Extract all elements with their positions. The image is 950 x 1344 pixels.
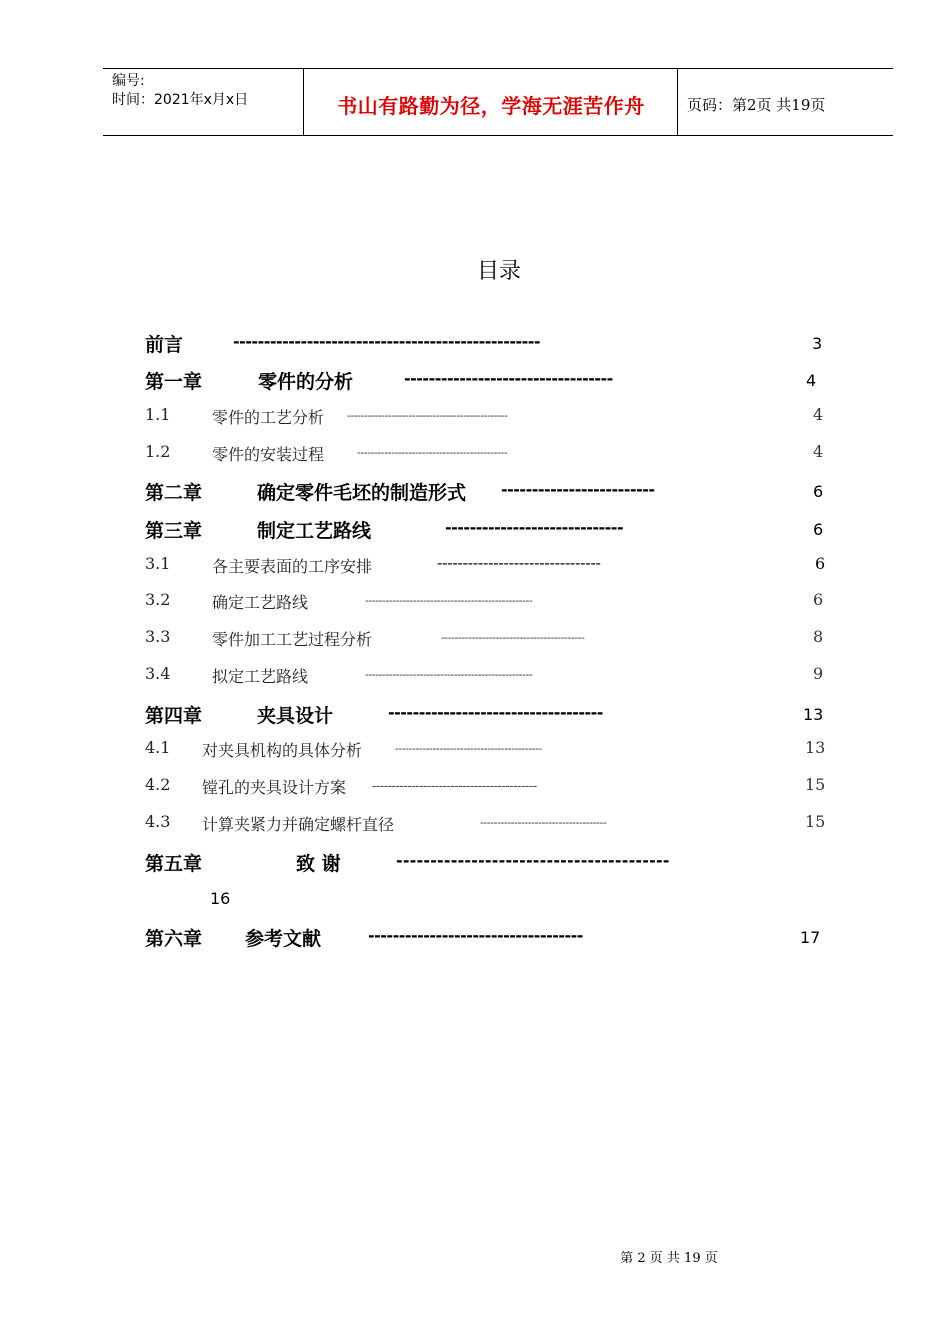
code-label: 编号: [112, 73, 145, 89]
toc-entry-chapter-6[interactable] [0, 924, 950, 954]
toc-title: 各主要表面的工序安排 [212, 557, 373, 576]
toc-entry-chapter-1[interactable] [0, 367, 950, 397]
toc-leader: ----------------------------------------------- [347, 409, 508, 422]
toc-number: 第六章 [145, 928, 203, 950]
toc-page: 17 [800, 928, 821, 947]
toc-page: 6 [813, 520, 824, 539]
toc-title: 确定零件毛坯的制造形式 [257, 482, 467, 504]
toc-entry-4-3[interactable] [0, 812, 950, 842]
toc-title: 计算夹紧力并确定螺杆直径 [202, 815, 395, 834]
toc-number: 第二章 [145, 482, 203, 504]
toc-page: 6 [815, 554, 826, 573]
toc-page: 3 [812, 334, 823, 353]
toc-number: 第四章 [145, 705, 203, 727]
toc-number: 4.2 [145, 775, 171, 794]
toc-entry-3-1[interactable] [0, 554, 950, 584]
header-top-rule [103, 68, 893, 69]
toc-number: 3.2 [145, 590, 171, 609]
toc-title: 制定工艺路线 [257, 520, 372, 542]
toc-leader: ---------------------------------- [404, 369, 613, 388]
header-meta [112, 72, 248, 110]
toc-title: 对夹具机构的具体分析 [202, 741, 363, 760]
toc-leader: -------------------------------------------- [357, 446, 508, 459]
toc-leader: -------------------------------------------------- [233, 332, 541, 351]
toc-number: 1.2 [145, 442, 171, 461]
toc-leader: -------------------------------- [437, 554, 601, 572]
toc-page: 4 [813, 405, 824, 424]
toc-entry-chapter-4[interactable] [0, 701, 950, 731]
toc-number: 4.1 [145, 738, 171, 757]
toc-page: 13 [805, 738, 826, 757]
toc-title: 零件的安装过程 [212, 445, 325, 464]
toc-leader: ----------------------------- [445, 518, 624, 537]
toc-title: 拟定工艺路线 [212, 667, 309, 686]
toc-entry-chapter-2[interactable] [0, 478, 950, 508]
toc-entry-chapter-5[interactable] [0, 849, 950, 913]
toc-leader: ------------------------------------------------- [365, 594, 533, 607]
toc-leader: ------------------------------------------- [395, 742, 542, 755]
toc-page: 13 [803, 705, 824, 724]
toc-page: 6 [813, 482, 824, 501]
toc-entry-1-1[interactable] [0, 405, 950, 435]
toc-title: 零件的工艺分析 [212, 408, 325, 427]
toc-number: 3.4 [145, 664, 171, 683]
toc-title: 致 谢 [296, 853, 341, 875]
page-footer: 第 2 页 共 19 页 [620, 1251, 718, 1266]
toc-number: 1.1 [145, 405, 171, 424]
toc-entry-4-2[interactable] [0, 775, 950, 805]
header-bottom-rule [103, 135, 893, 136]
toc-title: 零件的分析 [258, 371, 354, 393]
toc-page: 8 [813, 627, 824, 646]
toc-number: 第一章 [145, 371, 203, 393]
toc-leader: ------------------------------------------ [441, 631, 585, 644]
toc-title: 参考文献 [245, 928, 322, 950]
toc-title: 确定工艺路线 [212, 593, 309, 612]
toc-leader: ------------------------------------------------- [365, 668, 533, 681]
toc-entry-3-4[interactable] [0, 664, 950, 694]
toc-page: 9 [813, 664, 824, 683]
header-page-info: 页码：第2页 共19页 [687, 96, 826, 114]
toc-leader: ----------------------------------- [368, 926, 583, 945]
toc-entry-chapter-3[interactable] [0, 516, 950, 546]
toc-entry-1-2[interactable] [0, 442, 950, 472]
toc-number: 第五章 [145, 853, 203, 875]
toc-title: 镗孔的夹具设计方案 [202, 778, 347, 797]
toc-page: 15 [805, 775, 826, 794]
toc-title: 夹具设计 [257, 705, 334, 727]
toc-entry-3-2[interactable] [0, 590, 950, 620]
header-motto: 书山有路勤为径，学海无涯苦作舟 [337, 94, 645, 118]
toc-entry-3-3[interactable] [0, 627, 950, 657]
toc-number: 3.3 [145, 627, 171, 646]
toc-number: 第三章 [145, 520, 203, 542]
toc-page: 15 [805, 812, 826, 831]
toc-entry-4-1[interactable] [0, 738, 950, 768]
page-title: 目录 [476, 259, 521, 284]
toc-page: 6 [813, 590, 824, 609]
toc-leader: ------------------------- [501, 480, 655, 499]
toc-leader: ------------------------------------------ [372, 778, 537, 793]
time-label: 时间：2021年x月x日 [112, 92, 249, 108]
toc-page: 4 [813, 442, 824, 461]
toc-number: 3.1 [145, 554, 171, 573]
toc-page: 4 [806, 371, 817, 390]
toc-title: 前言 [145, 334, 184, 356]
toc-page: 16 [210, 889, 231, 908]
toc-leader: ----------------------------------- [388, 703, 603, 722]
toc-entry-preface[interactable] [0, 330, 950, 360]
toc-leader: ------------------------------------- [480, 816, 607, 829]
toc-leader: ---------------------------------------- [396, 851, 670, 870]
toc-title: 零件加工工艺过程分析 [212, 630, 373, 649]
toc-number: 4.3 [145, 812, 171, 831]
